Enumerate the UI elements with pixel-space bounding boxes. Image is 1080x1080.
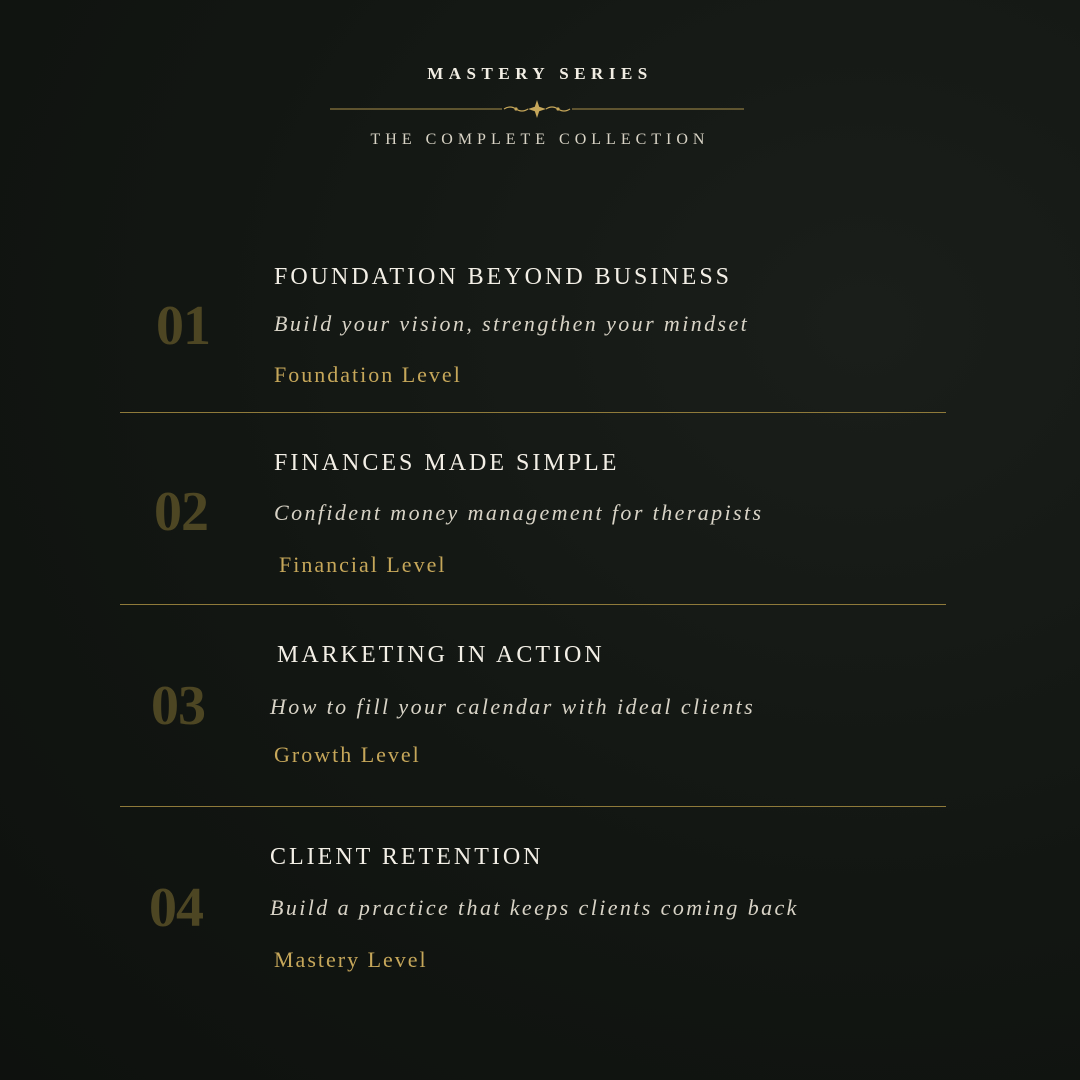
divider (120, 412, 946, 413)
flourish-star-icon (330, 98, 744, 120)
header (0, 0, 1080, 180)
subtitle: THE COMPLETE COLLECTION (370, 131, 710, 148)
module-title: FINANCES MADE SIMPLE (274, 450, 620, 476)
module-number: 03 (151, 675, 205, 737)
module-description: Build a practice that keeps clients coming back (270, 895, 799, 920)
module-level: Foundation Level (274, 362, 462, 387)
module-number: 04 (149, 877, 203, 939)
module-description: Confident money management for therapists (274, 500, 764, 525)
module-level: Growth Level (274, 742, 421, 767)
module-level: Financial Level (279, 552, 447, 577)
module-title: MARKETING IN ACTION (277, 642, 605, 668)
module-description: How to fill your calendar with ideal clients (270, 694, 756, 719)
divider (120, 806, 946, 807)
divider (120, 604, 946, 605)
series-title: MASTERY SERIES (427, 64, 653, 83)
module-number: 01 (156, 295, 210, 357)
module-description: Build your vision, strengthen your mindset (274, 311, 750, 336)
module-level: Mastery Level (274, 947, 428, 972)
module-title: CLIENT RETENTION (270, 844, 544, 870)
module-title: FOUNDATION BEYOND BUSINESS (274, 264, 733, 290)
module-number: 02 (154, 481, 208, 543)
